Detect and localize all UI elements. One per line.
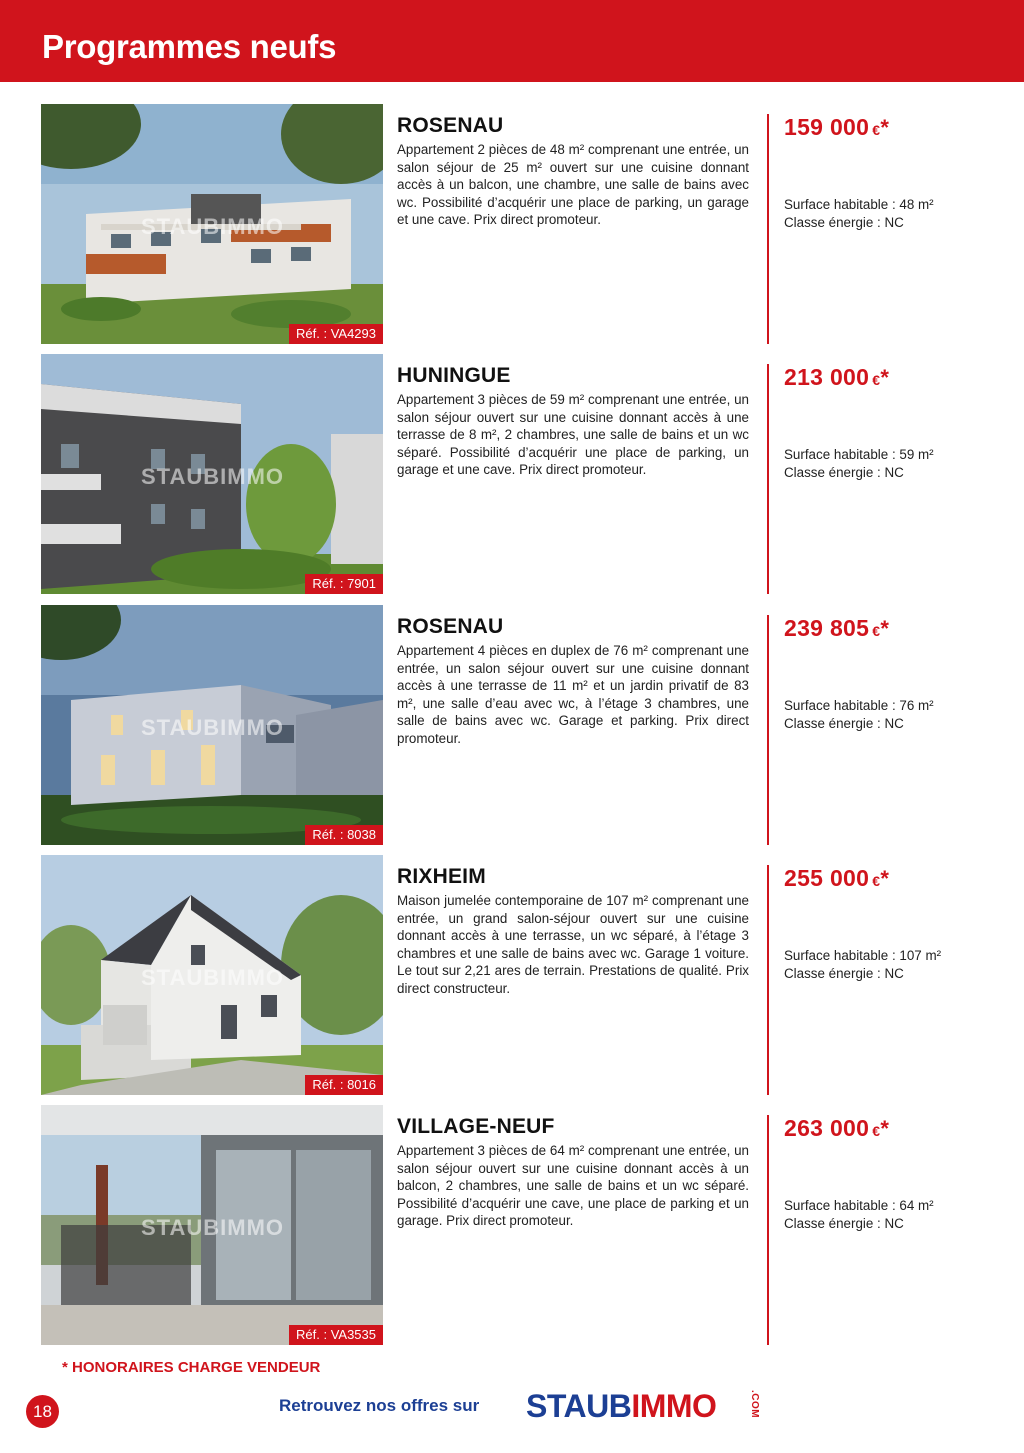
currency-symbol: €: [872, 372, 881, 388]
reference-badge: Réf. : VA4293: [289, 324, 383, 344]
listing-card[interactable]: [0, 855, 1024, 1095]
surface-area: Surface habitable : 76 m²: [784, 698, 934, 713]
energy-class: Classe énergie : NC: [784, 716, 904, 731]
price-value: 159 000: [784, 114, 870, 140]
listing-price: [784, 615, 1004, 642]
watermark: STAUBIMMO: [141, 214, 285, 239]
divider: [767, 865, 769, 1095]
currency-symbol: €: [872, 873, 881, 889]
divider: [767, 1115, 769, 1345]
surface-area: Surface habitable : 48 m²: [784, 197, 934, 212]
listing-card[interactable]: [0, 605, 1024, 845]
logo-part-immo: IMMO: [631, 1388, 717, 1424]
logo-suffix: .COM: [749, 1390, 760, 1419]
logo-part-staub: STAUB: [526, 1388, 632, 1424]
listing-city: ROSENAU: [397, 615, 504, 638]
property-photo[interactable]: [41, 354, 383, 594]
energy-class: Classe énergie : NC: [784, 465, 904, 480]
listing-price: [784, 865, 1004, 892]
price-value: 255 000: [784, 865, 870, 891]
page-number: 18: [26, 1395, 59, 1428]
listing-price: [784, 1115, 1004, 1142]
listing-card[interactable]: [0, 354, 1024, 594]
property-photo[interactable]: [41, 1105, 383, 1345]
price-value: 239 805: [784, 615, 870, 641]
property-photo[interactable]: [41, 605, 383, 845]
surface-area: Surface habitable : 59 m²: [784, 447, 934, 462]
page-header: [0, 0, 1024, 82]
page-title: Programmes neufs: [42, 28, 337, 65]
watermark: STAUBIMMO: [141, 965, 285, 990]
watermark: STAUBIMMO: [141, 715, 285, 740]
watermark: STAUBIMMO: [141, 464, 285, 489]
staubimmo-logo[interactable]: [526, 1388, 760, 1424]
reference-badge: Réf. : 7901: [305, 574, 383, 594]
listing-price: [784, 364, 1004, 391]
listing-description: Appartement 3 pièces de 64 m² comprenant une entrée, un salon séjour ouvert sur une cuisine donnant accès à un balcon, 2 chambres, une salle de bains et un wc séparé. Possibilité d’acquérir une cave, une place de parking et un garage. Prix direct promoteur.: [397, 1143, 749, 1229]
listing-price: [784, 114, 1004, 141]
listing-description: Maison jumelée contemporaine de 107 m² comprenant une entrée, un grand salon-séjour ouvert sur une cuisine donnant accès à une terrasse, un wc séparé, à l’étage 3 chambres et une salle de bains avec wc. Garage 1 voiture. Le tout sur 2,21 ares de terrain. Prestations de qualité. Prix direct constructeur.: [397, 893, 749, 996]
reference-badge: Réf. : 8016: [305, 1075, 383, 1095]
price-asterisk: *: [880, 115, 890, 140]
listing-card[interactable]: [0, 1105, 1024, 1345]
energy-class: Classe énergie : NC: [784, 966, 904, 981]
divider: [767, 615, 769, 845]
price-asterisk: *: [880, 365, 890, 390]
listing-description: Appartement 3 pièces de 59 m² comprenant une entrée, un salon séjour ouvert sur une cuisine donnant accès à une terrasse de 8 m², 2 chambres, une salle de bains et un wc séparé. Possibilité d’acquérir une place de parking, un garage et une cave. Prix direct promoteur.: [397, 392, 749, 478]
surface-area: Surface habitable : 64 m²: [784, 1198, 934, 1213]
energy-class: Classe énergie : NC: [784, 1216, 904, 1231]
listing-city: RIXHEIM: [397, 865, 486, 888]
footer-cta: Retrouvez nos offres sur: [279, 1396, 480, 1415]
listing-city: ROSENAU: [397, 114, 504, 137]
currency-symbol: €: [872, 1123, 881, 1139]
price-asterisk: *: [880, 616, 890, 641]
reference-badge: Réf. : VA3535: [289, 1325, 383, 1345]
price-value: 213 000: [784, 364, 870, 390]
watermark: STAUBIMMO: [141, 1215, 285, 1240]
price-asterisk: *: [880, 866, 890, 891]
fees-note: * HONORAIRES CHARGE VENDEUR: [62, 1359, 321, 1376]
property-photo[interactable]: [41, 855, 383, 1095]
listing-city: VILLAGE-NEUF: [397, 1115, 555, 1138]
currency-symbol: €: [872, 122, 881, 138]
divider: [767, 364, 769, 594]
surface-area: Surface habitable : 107 m²: [784, 948, 942, 963]
divider: [767, 114, 769, 344]
price-value: 263 000: [784, 1115, 870, 1141]
energy-class: Classe énergie : NC: [784, 215, 904, 230]
listing-description: Appartement 4 pièces en duplex de 76 m² comprenant une entrée, un salon séjour ouvert sur une cuisine donnant accès à une terrasse de 11 m² et un jardin privatif de 83 m², une salle d’eau avec wc, à l’étage 3 chambres, une salle de bains avec wc. Garage et parking. Prix direct promoteur.: [397, 643, 749, 746]
property-photo[interactable]: [41, 104, 383, 344]
currency-symbol: €: [872, 623, 881, 639]
listing-city: HUNINGUE: [397, 364, 511, 387]
price-asterisk: *: [880, 1116, 890, 1141]
listing-card[interactable]: [0, 104, 1024, 344]
listing-description: Appartement 2 pièces de 48 m² comprenant une entrée, un salon séjour de 25 m² ouvert sur une cuisine donnant accès à un balcon, une chambre, une salle de bains avec wc. Possibilité d’acquérir une place de parking, un garage et une cave. Prix direct promoteur.: [397, 142, 749, 228]
reference-badge: Réf. : 8038: [305, 825, 383, 845]
